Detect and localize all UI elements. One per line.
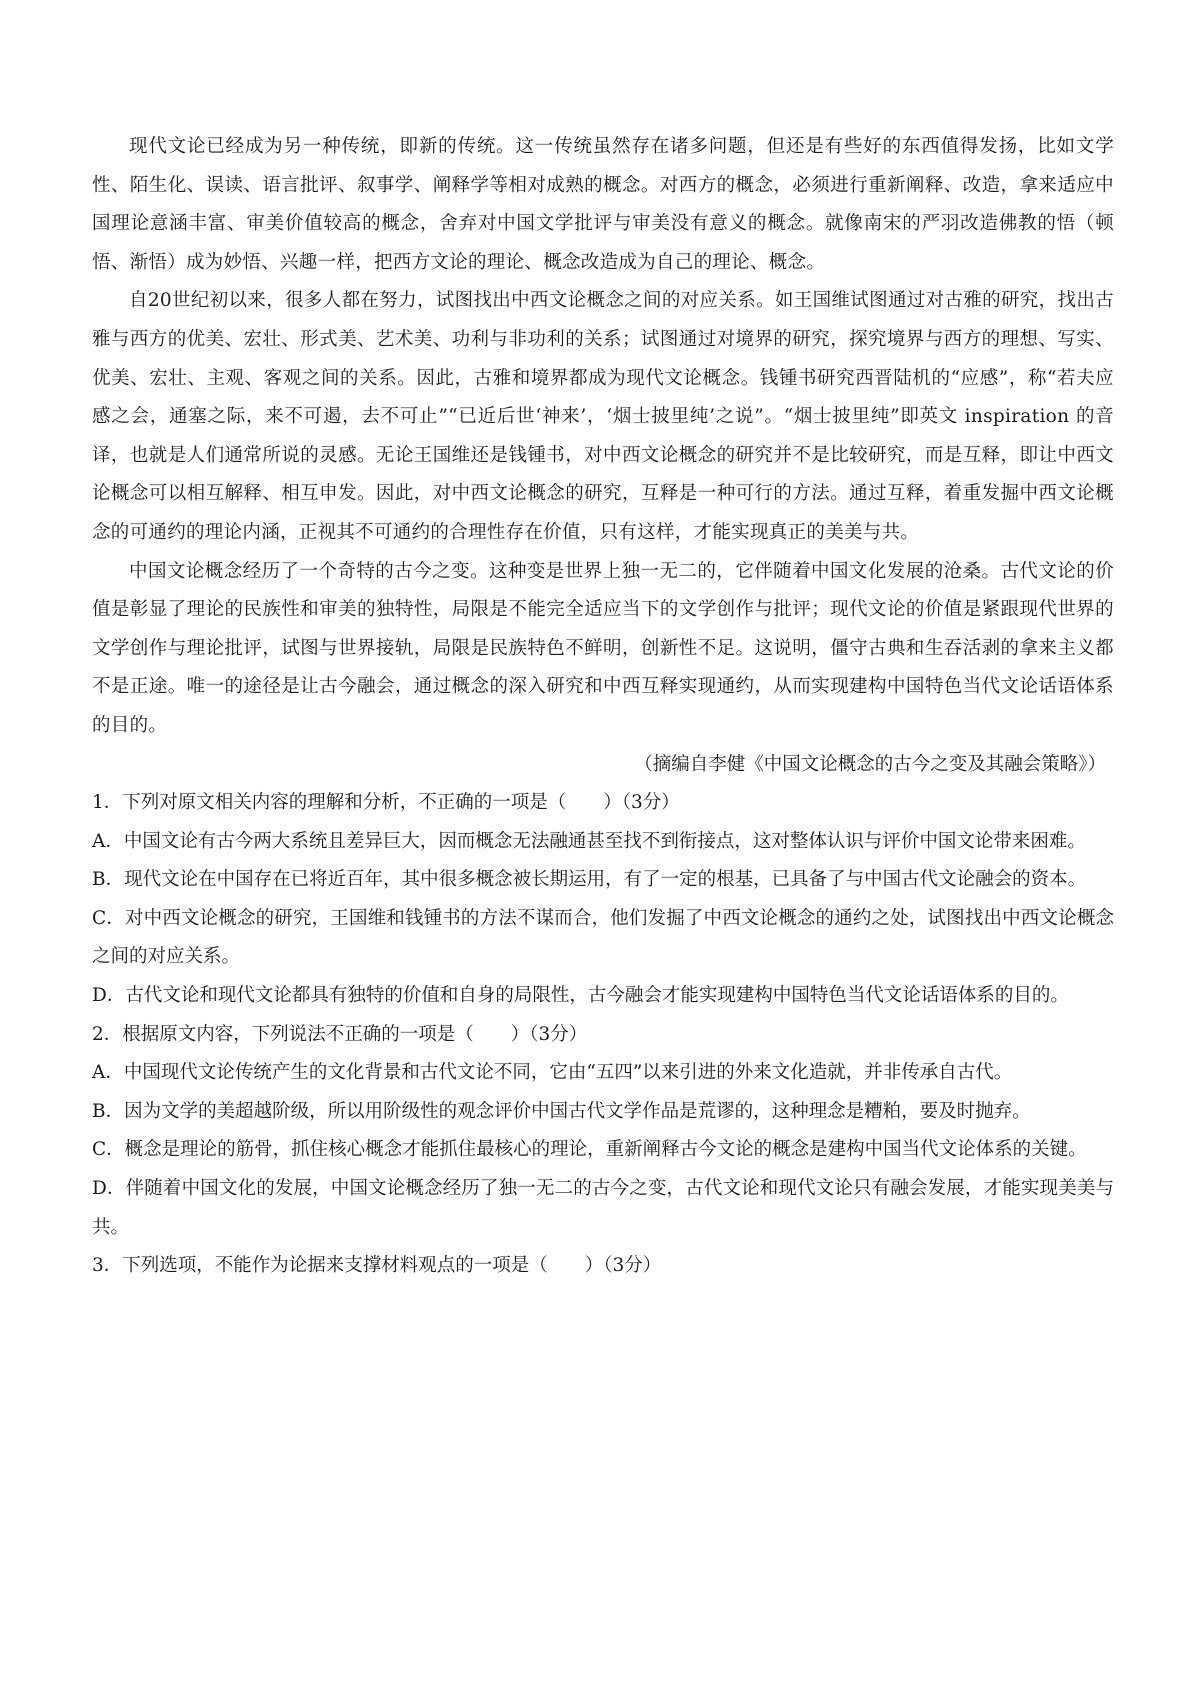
exam-page xyxy=(92,128,1114,1286)
option-d: D．伴随着中国文化的发展，中国文论概念经历了独一无二的古今之变，古代文论和现代文论只有融会发展，才能实现美美与共。 xyxy=(92,1178,1114,1238)
passage-paragraph-2: 自20世纪初以来，很多人都在努力，试图找出中西文论概念之间的对应关系。如王国维试图通过对古雅的研究，找出古雅与西方的优美、宏壮、形式美、艺术美、功利与非功利的关系；试图通过对境界的研究，探究境界与西方的理想、写实、优美、宏壮、主观、客观之间的关系。因此，古雅和境界都成为现代文论概念。钱锺书研究西晋陆机的“应感”，称“若夫应感之会，通塞之际，来不可遏，去不可止”“已近后世‘神来’，‘烟士披里纯’之说”。“烟士披里纯”即英文 inspiration 的音译，也就是人们通常所说的灵感。无论王国维还是钱锺书，对中西文论概念的研究并不是比较研究，而是互释，即让中西文论概念可以相互解释、相互申发。因此，对中西文论概念的研究，互释是一种可行的方法。通过互释，着重发掘中西文论概念的可通约的理论内涵，正视其不可通约的合理性存在价值，只有这样，才能实现真正的美美与共。 xyxy=(92,290,1114,543)
option-d: D．古代文论和现代文论都具有独特的价值和自身的局限性，古今融会才能实现建构中国特色当代文论话语体系的目的。 xyxy=(92,985,1069,1007)
option-a: A．中国现代文论传统产生的文化背景和古代文论不同，它由“五四”以来引进的外来文化造就，并非传承自古代。 xyxy=(92,1062,1013,1084)
option-c: C．概念是理论的筋骨，抓住核心概念才能抓住最核心的理论，重新阐释古今文论的概念是建构中国当代文论体系的关键。 xyxy=(92,1139,1087,1161)
passage-paragraph-3: 中国文论概念经历了一个奇特的古今之变。这种变是世界上独一无二的，它伴随着中国文化发展的沧桑。古代文论的价值是彰显了理论的民族性和审美的独特性，局限是不能完全适应当下的文学创作与批评；现代文论的价值是紧跟现代世界的文学创作与理论批评，试图与世界接轨，局限是民族特色不鲜明，创新性不足。这说明，僵守古典和生吞活剥的拿来主义都不是正途。唯一的途径是让古今融会，通过概念的深入研究和中西互释实现通约，从而实现建构中国特色当代文论话语体系的目的。 xyxy=(92,560,1114,736)
question-stem: 2．根据原文内容，下列说法不正确的一项是（ ）（3分） xyxy=(92,1023,588,1045)
passage-source: （摘编自李健《中国文论概念的古今之变及其融会策略》） xyxy=(634,753,1106,775)
option-c: C．对中西文论概念的研究，王国维和钱锺书的方法不谋而合，他们发掘了中西文论概念的通约之处，试图找出中西文论概念之间的对应关系。 xyxy=(92,907,1114,968)
passage-paragraph-1: 现代文论已经成为另一种传统，即新的传统。这一传统虽然存在诸多问题，但还是有些好的东西值得发扬，比如文学性、陌生化、误读、语言批评、叙事学、阐释学等相对成熟的概念。对西方的概念，必须进行重新阐释、改造，拿来适应中国理论意涵丰富、审美价值较高的概念，舍弃对中国文学批评与审美没有意义的概念。就像南宋的严羽改造佛教的悟（顿悟、渐悟）成为妙悟、兴趣一样，把西方文论的理论、概念改造成为自己的理论、概念。 xyxy=(92,136,1114,273)
question-stem: 3．下列选项，不能作为论据来支撑材料观点的一项是（ ）（3分） xyxy=(92,1255,662,1277)
reading-passage xyxy=(92,128,1114,784)
question-stem: 1．下列对原文相关内容的理解和分析，不正确的一项是（ ）（3分） xyxy=(92,792,680,814)
question-1 xyxy=(92,784,1114,1016)
option-b: B．现代文论在中国存在已将近百年，其中很多概念被长期运用，有了一定的根基，已具备了与中国古代文论融会的资本。 xyxy=(92,869,1087,891)
question-3 xyxy=(92,1247,1114,1286)
question-2 xyxy=(92,1016,1114,1248)
option-b: B．因为文学的美超越阶级，所以用阶级性的观念评价中国古代文学作品是荒谬的，这种理念是糟粕，要及时抛弃。 xyxy=(92,1100,1031,1122)
option-a: A．中国文论有古今两大系统且差异巨大，因而概念无法融通甚至找不到衔接点，这对整体认识与评价中国文论带来困难。 xyxy=(92,830,1086,852)
